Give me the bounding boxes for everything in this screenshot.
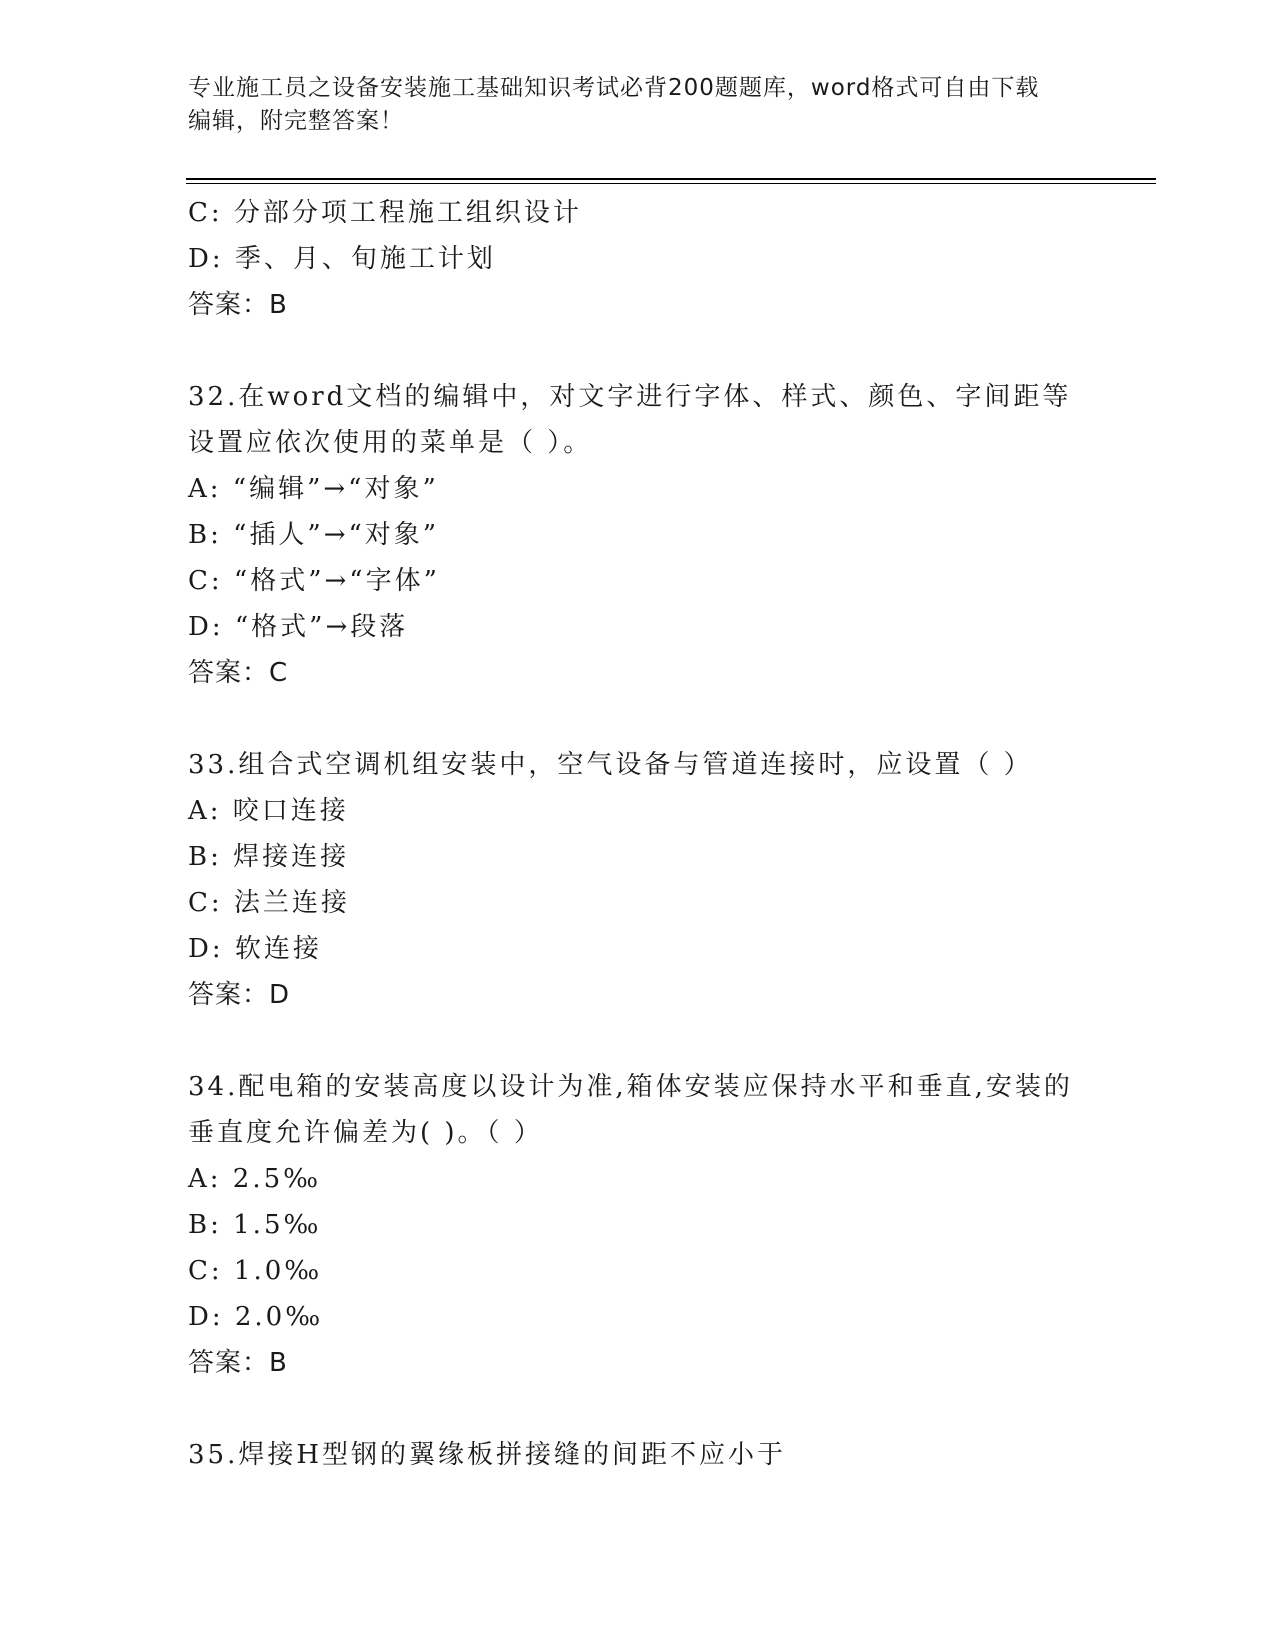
option-c: C: “格式”→“字体” [188, 566, 440, 596]
question-list [188, 190, 1088, 1478]
option-b: B: 焊接连接 [188, 842, 350, 872]
answer: 答案：B [188, 1348, 288, 1378]
question-34 [188, 1064, 1088, 1386]
spacer [188, 1018, 1088, 1064]
question-stem-cont: 设置应依次使用的菜单是（ ）。 [188, 428, 593, 458]
option-a: A: 咬口连接 [188, 796, 349, 826]
question-stem: 33.组合式空调机组安装中，空气设备与管道连接时，应设置（ ） [188, 750, 1033, 780]
option-d: D: “格式”→段落 [188, 612, 409, 642]
option-b: B: “插人”→“对象” [188, 520, 440, 550]
answer: 答案：D [188, 980, 291, 1010]
option-c: C: 1.0‰ [188, 1256, 323, 1286]
question-35 [188, 1432, 1088, 1478]
question-31 [188, 190, 1088, 328]
answer: 答案：B [188, 290, 288, 320]
option-c: C: 分部分项工程施工组织设计 [188, 198, 582, 228]
question-32 [188, 374, 1088, 696]
option-d: D: 软连接 [188, 934, 322, 964]
question-stem-cont: 垂直度允许偏差为( )。（ ） [188, 1118, 543, 1148]
document-header [188, 72, 1088, 138]
question-stem: 32.在word文档的编辑中，对文字进行字体、样式、颜色、字间距等 [188, 382, 1072, 412]
option-c: C: 法兰连接 [188, 888, 350, 918]
option-a: A: 2.5‰ [188, 1164, 322, 1194]
question-stem: 34.配电箱的安装高度以设计为准,箱体安装应保持水平和垂直,安装的 [188, 1072, 1073, 1102]
answer: 答案：C [188, 658, 289, 688]
header-rule-thick [186, 178, 1156, 180]
option-d: D: 2.0‰ [188, 1302, 324, 1332]
option-a: A: “编辑”→“对象” [188, 474, 439, 504]
question-33 [188, 742, 1088, 1018]
header-line-2: 编辑，附完整答案！ [188, 108, 404, 134]
spacer [188, 696, 1088, 742]
option-b: B: 1.5‰ [188, 1210, 322, 1240]
option-d: D: 季、月、旬施工计划 [188, 244, 496, 274]
spacer [188, 328, 1088, 374]
question-stem: 35.焊接H型钢的翼缘板拼接缝的间距不应小于 [188, 1440, 787, 1470]
header-line-1: 专业施工员之设备安装施工基础知识考试必背200题题库，word格式可自由下载 [188, 75, 1040, 101]
header-rule-thin [186, 183, 1156, 184]
spacer [188, 1386, 1088, 1432]
